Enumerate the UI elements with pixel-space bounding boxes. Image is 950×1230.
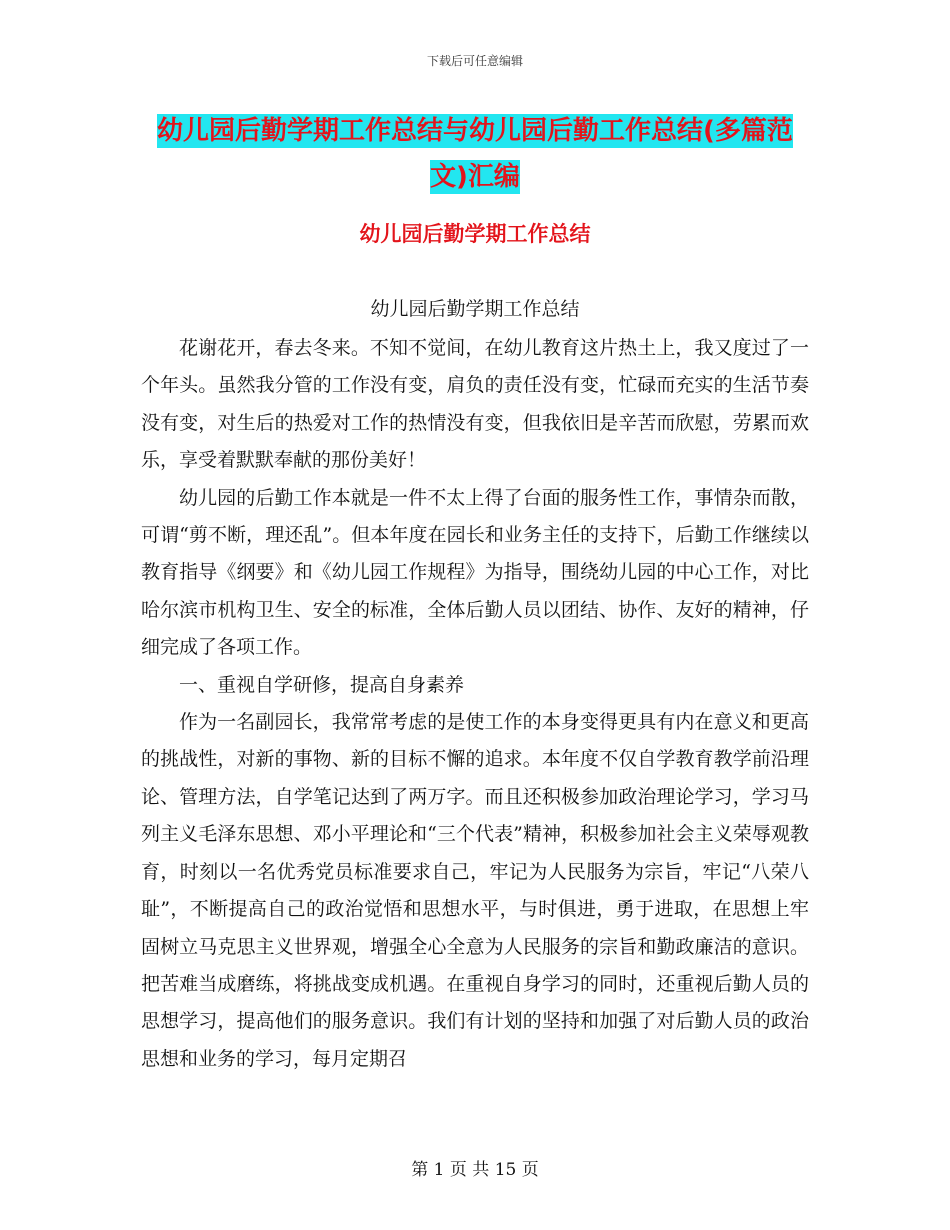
- page-number: 第 1 页 共 15 页: [411, 1160, 539, 1180]
- section-title: 幼儿园后勤学期工作总结: [359, 222, 591, 246]
- document-body: [141, 330, 809, 1078]
- paragraph: 作为一名副园长，我常常考虑的是使工作的本身变得更具有内在意义和更高的挑战性，对新的事物、新的目标不懈的追求。本年度不仅自学教育教学前沿理论、管理方法，自学笔记达到了两万字。而且还积极参加政治理论学习，学习马列主义毛泽东思想、邓小平理论和“三个代表”精神，积极参加社会主义荣辱观教育，时刻以一名优秀党员标准要求自己，牢记为人民服务为宗旨，牢记“八荣八耻”，不断提高自己的政治觉悟和思想水平，与时俱进，勇于进取，在思想上牢固树立马克思主义世界观，增强全心全意为人民服务的宗旨和勤政廉洁的意识。把苦难当成磨练，将挑战变成机遇。在重视自身学习的同时，还重视后勤人员的思想学习，提高他们的服务意识。我们有计划的坚持和加强了对后勤人员的政治思想和业务的学习，每月定期召: [141, 711, 809, 1070]
- sub-title: 幼儿园后勤学期工作总结: [370, 298, 580, 320]
- main-title: [140, 108, 810, 200]
- main-title-text: 幼儿园后勤学期工作总结与幼儿园后勤工作总结(多篇范文)汇编: [157, 116, 793, 192]
- header-note: 下载后可任意编辑: [426, 54, 523, 68]
- paragraph: 花谢花开，春去冬来。不知不觉间，在幼儿教育这片热土上，我又度过了一个年头。虽然我分管的工作没有变，肩负的责任没有变，忙碌而充实的生活节奏没有变，对生后的热爱对工作的热情没有变，但我依旧是辛苦而欣慰，劳累而欢乐，享受着默默奉献的那份美好！: [141, 337, 809, 472]
- section-heading: 一、重视自学研修，提高自身素养: [179, 673, 465, 696]
- paragraph: 幼儿园的后勤工作本就是一件不太上得了台面的服务性工作，事情杂而散，可谓“剪不断，理还乱”。但本年度在园长和业务主任的支持下，后勤工作继续以教育指导《纲要》和《幼儿园工作规程》为指导，围绕幼儿园的中心工作，对比哈尔滨市机构卫生、安全的标准，全体后勤人员以团结、协作、友好的精神，仔细完成了各项工作。: [141, 486, 809, 659]
